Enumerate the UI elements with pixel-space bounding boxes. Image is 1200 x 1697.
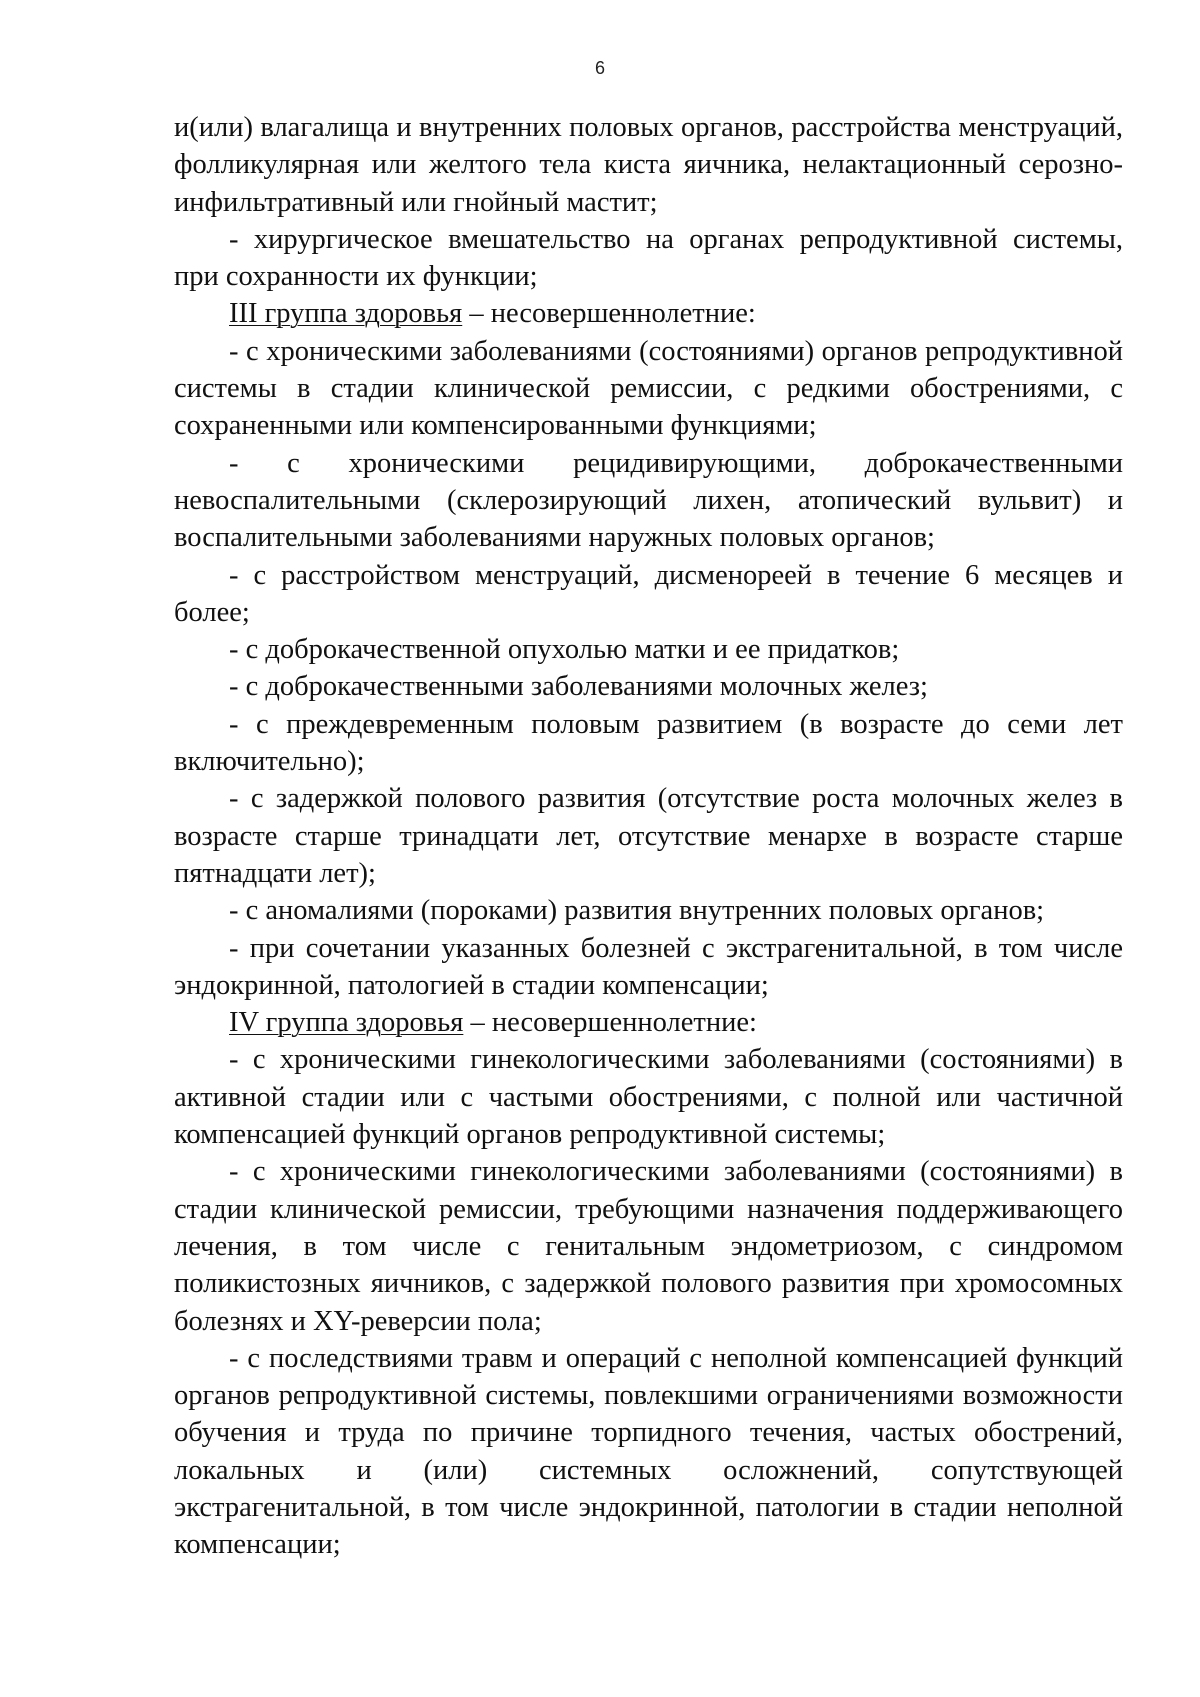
paragraph-delayed-puberty: - с задержкой полового развития (отсутствие роста молочных желез в возрасте старше тринадцати лет, отсутствие менархе в возрасте старше пятнадцати лет);: [174, 783, 1123, 889]
paragraph-menstrual-disorder: - с расстройством менструаций, дисменореей в течение 6 месяцев и более;: [174, 559, 1123, 628]
paragraph-benign-tumor: - с доброкачественной опухолью матки и ее придатков;: [229, 634, 900, 666]
paragraph-combination: - при сочетании указанных болезней с экстрагенитальной, в том числе эндокринной, патологией в стадии компенсации;: [174, 932, 1123, 1001]
health-group-3-suffix: – несовершеннолетние:: [462, 298, 756, 330]
paragraph-mammary-diseases: - с доброкачественными заболеваниями молочных желез;: [229, 671, 928, 703]
paragraph-remission-treatment: - с хроническими гинекологическими заболеваниями (состояниями) в стадии клинической ремиссии, требующими назначения поддерживающего лечения, в том числе с генитальным эндометриозом, с синдромом поликистозных яичников, с задержкой полового развития при хромосомных болезнях и XY-реверсии пола;: [174, 1156, 1123, 1337]
paragraph-continuation: и(или) влагалища и внутренних половых органов, расстройства менструаций, фолликулярная или желтого тела киста яичника, нелактационный серозно-инфильтративный или гнойный мастит;: [174, 112, 1123, 218]
page-number: 6: [594, 58, 605, 78]
paragraph-active-stage: - с хроническими гинекологическими заболеваниями (состояниями) в активной стадии или с частыми обострениями, с полной или частичной компенсацией функций органов репродуктивной системы;: [174, 1044, 1123, 1151]
paragraph-trauma-consequences: - с последствиями травм и операций с неполной компенсацией функций органов репродуктивной системы, повлекшими ограничениями возможности обучения и труда по причине торпидного течения, частых обострений, локальных и (или) системных осложнений, сопутствующей экстрагенитальной, в том числе эндокринной, патологии в стадии неполной компенсации;: [174, 1342, 1123, 1561]
paragraph-chronic-diseases: - с хроническими заболеваниями (состояниями) органов репродуктивной системы в стадии клинической ремиссии, с редкими обострениями, с сохраненными или компенсированными функциями;: [174, 335, 1123, 442]
document-body: [174, 109, 1123, 1564]
heading-health-group-3: [174, 295, 1123, 332]
health-group-4-suffix: – несовершеннолетние:: [463, 1007, 757, 1039]
health-group-4-label: IV группа здоровья: [229, 1007, 464, 1039]
heading-health-group-4: [174, 1004, 1123, 1041]
paragraph-precocious-puberty: - с преждевременным половым развитием (в возрасте до семи лет включительно);: [174, 708, 1123, 778]
paragraph-recurrent-diseases: - с хроническими рецидивирующими, доброкачественными невоспалительными (склерозирующий лихен, атопический вульвит) и воспалительными заболеваниями наружных половых органов;: [174, 447, 1123, 554]
paragraph-anomalies: - с аномалиями (пороками) развития внутренних половых органов;: [229, 895, 1045, 927]
paragraph-surgery: - хирургическое вмешательство на органах репродуктивной системы, при сохранности их функции;: [174, 223, 1123, 293]
health-group-3-label: III группа здоровья: [229, 298, 463, 330]
